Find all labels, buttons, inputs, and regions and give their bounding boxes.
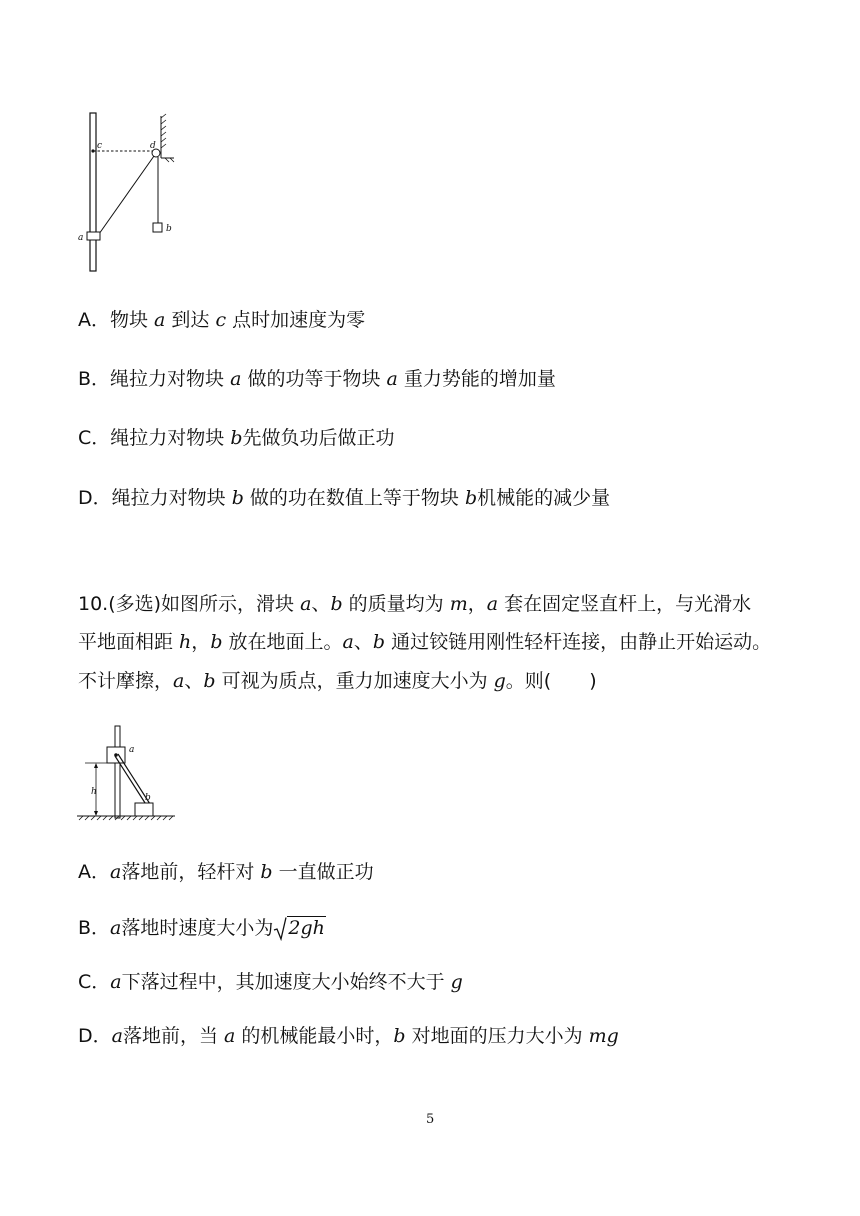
q9-option-a: A．物块 a 到达 c 点时加速度为零 xyxy=(78,309,366,331)
q10-option-b: B．a落地时速度大小为 2gh xyxy=(78,917,325,939)
label-h: h xyxy=(91,787,97,797)
label-a: a xyxy=(78,233,84,243)
q9-option-b: B．绳拉力对物块 a 做的功等于物块 a 重力势能的增加量 xyxy=(78,368,556,390)
figure-rod-pulley xyxy=(70,108,190,276)
q10-option-c: C．a下落过程中，其加速度大小始终不大于 g xyxy=(78,971,463,993)
q10-stem-line-2: 平地面相距 h，b 放在地面上。a、b 通过铰链用刚性轻杆连接，由静止开始运动。 xyxy=(78,631,772,653)
q9-option-d: D．绳拉力对物块 b 做的功在数值上等于物块 b机械能的减少量 xyxy=(78,487,611,509)
label-c: c xyxy=(97,141,103,151)
q10-option-d: D．a落地前，当 a 的机械能最小时，b 对地面的压力大小为 mg xyxy=(78,1025,619,1047)
label-a: a xyxy=(129,745,135,755)
label-d: d xyxy=(150,141,156,151)
label-b: b xyxy=(145,793,151,803)
figure-sliders-rod xyxy=(75,722,185,830)
q10-stem-line-3: 不计摩擦，a、b 可视为质点，重力加速度大小为 g。则( ) xyxy=(78,670,597,692)
q9-option-c: C．绳拉力对物块 b先做负功后做正功 xyxy=(78,427,395,449)
label-b: b xyxy=(166,224,172,234)
sqrt-expression: 2gh xyxy=(273,916,326,940)
q10-stem-line-1: 10.(多选)如图所示，滑块 a、b 的质量均为 m，a 套在固定竖直杆上，与光滑水 xyxy=(78,593,752,615)
q10-option-a: A．a落地前，轻杆对 b 一直做正功 xyxy=(78,861,374,883)
radical-sign-icon xyxy=(273,917,287,941)
page-number: 5 xyxy=(426,1112,435,1127)
